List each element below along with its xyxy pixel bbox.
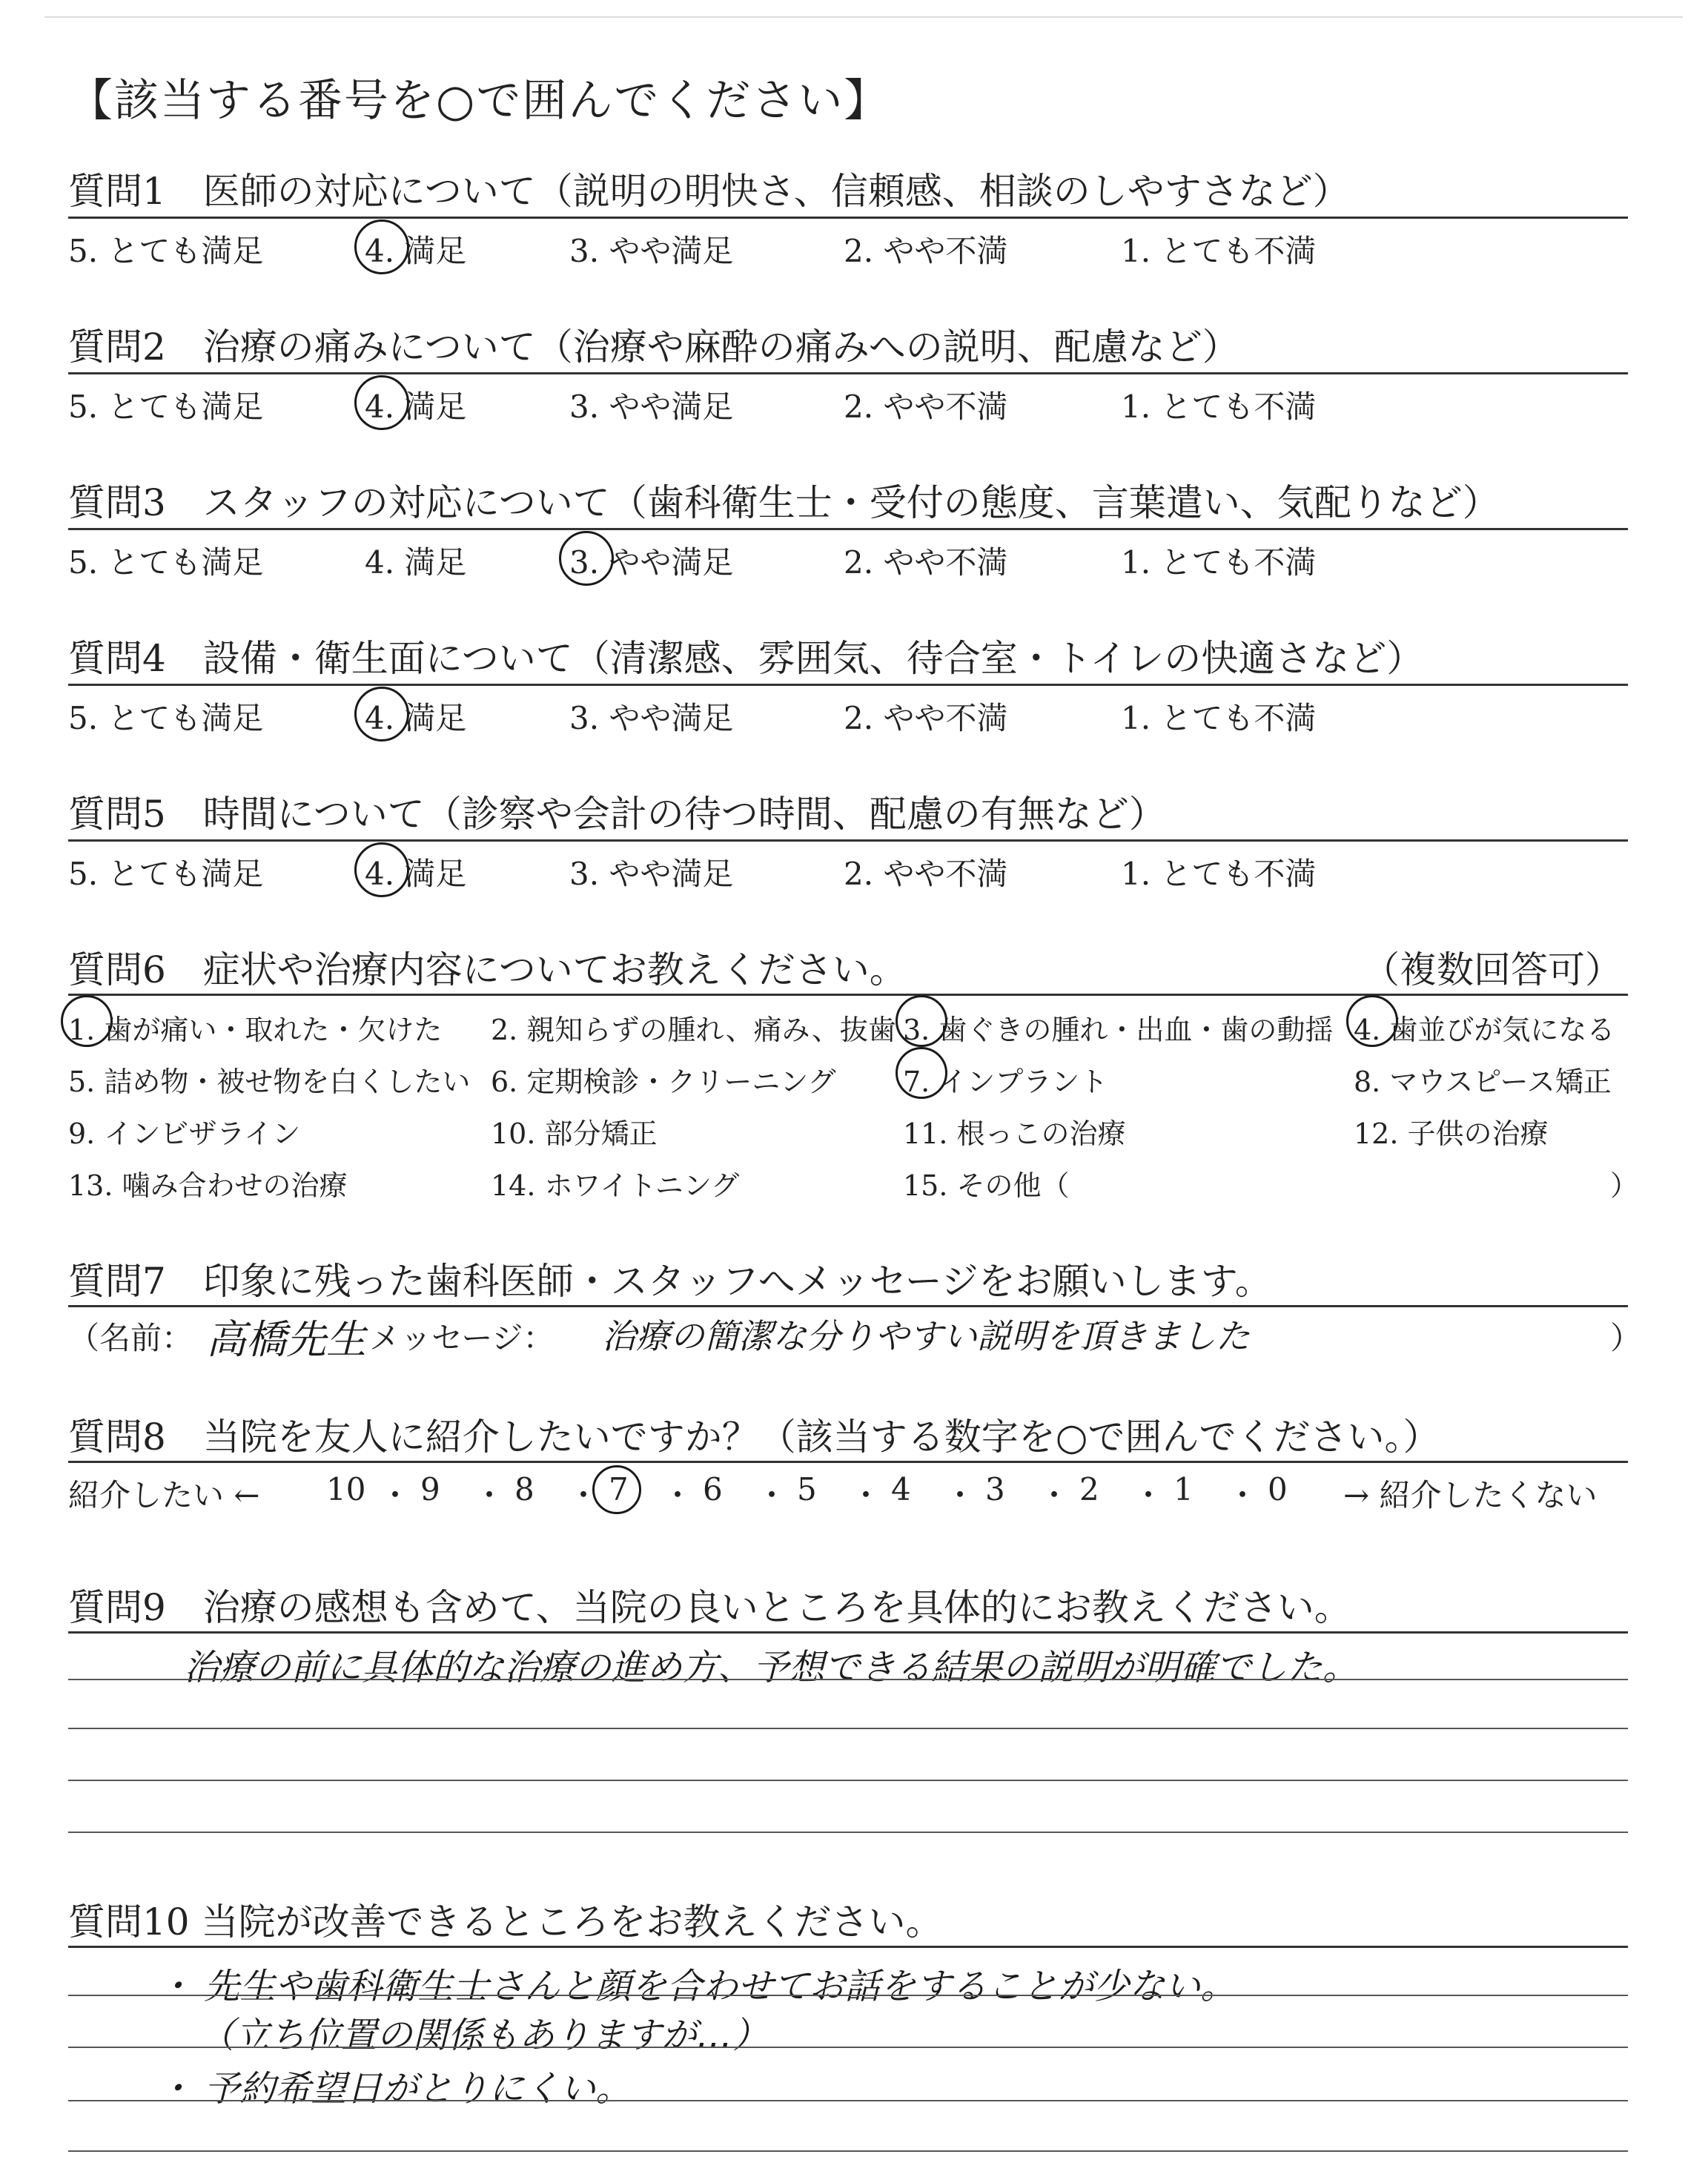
question-2-option-3[interactable]: 3. やや満足 — [569, 389, 734, 425]
question-2-selected-circle — [354, 375, 409, 430]
form-header: 【該当する番号を○で囲んでください】 — [68, 75, 890, 127]
question-6-selected-circle-7 — [896, 1047, 947, 1099]
question-7-rule — [68, 1305, 1628, 1307]
question-8-number-8[interactable]: 8 — [514, 1471, 534, 1507]
question-6-note: （複数回答可） — [1363, 948, 1622, 991]
question-4-option-1[interactable]: 1. とても不満 — [1121, 700, 1317, 736]
question-6-selected-circle-4 — [1346, 995, 1398, 1047]
question-1-option-5[interactable]: 5. とても満足 — [68, 233, 264, 269]
question-3-option-1[interactable]: 1. とても不満 — [1121, 544, 1317, 581]
question-5-option-2[interactable]: 2. やや不満 — [844, 856, 1008, 892]
question-6-option-5[interactable]: 5. 詰め物・被せ物を白くしたい — [68, 1066, 471, 1098]
question-4-option-4[interactable]: 4. 満足 — [365, 700, 467, 736]
question-6-option-3[interactable]: 3. 歯ぐきの腫れ・出血・歯の動揺 — [903, 1014, 1334, 1046]
question-1-option-3[interactable]: 3. やや満足 — [569, 233, 734, 269]
question-3-option-5[interactable]: 5. とても満足 — [68, 544, 264, 581]
question-5-option-1[interactable]: 1. とても不満 — [1121, 856, 1317, 892]
question-6-option-8[interactable]: 8. マウスピース矯正 — [1354, 1066, 1612, 1098]
question-3-selected-circle — [559, 531, 614, 586]
page-top-edge — [44, 16, 1683, 18]
question-6-option-10[interactable]: 10. 部分矯正 — [491, 1117, 658, 1150]
question-8-separator: ・ — [380, 1477, 411, 1513]
question-6-option-2[interactable]: 2. 親知らずの腫れ、痛み、抜歯 — [491, 1014, 896, 1046]
question-10-line-3 — [68, 2100, 1628, 2101]
question-6-option-6[interactable]: 6. 定期検診・クリーニング — [491, 1066, 836, 1098]
question-3-title: 質問3 スタッフの対応について（歯科衛生士・受付の態度、言葉遣い、気配りなど） — [68, 481, 1500, 524]
question-6-option-4[interactable]: 4. 歯並びが気になる — [1354, 1014, 1615, 1046]
question-8-separator: ・ — [1227, 1477, 1259, 1513]
question-10-answer-line-1[interactable]: ・ 先生や歯科衛生士さんと顔を合わせてお話をすることが少ない。 — [157, 1966, 1237, 2007]
question-1-option-4[interactable]: 4. 満足 — [365, 233, 467, 269]
question-3-option-3[interactable]: 3. やや満足 — [569, 544, 734, 581]
question-6-selected-circle-3 — [896, 995, 947, 1047]
question-8-separator: ・ — [756, 1477, 788, 1513]
question-5-rule — [68, 839, 1628, 842]
question-1-title: 質問1 医師の対応について（説明の明快さ、信頼感、相談のしやすさなど） — [68, 170, 1350, 213]
question-7-name-label: （名前： — [68, 1320, 193, 1356]
question-6-option-12[interactable]: 12. 子供の治療 — [1354, 1117, 1549, 1150]
question-4-selected-circle — [354, 687, 409, 742]
question-8-separator: ・ — [850, 1477, 882, 1513]
question-6-option-9[interactable]: 9. インビザライン — [68, 1117, 301, 1150]
question-2-option-5[interactable]: 5. とても満足 — [68, 389, 264, 425]
question-8-number-0[interactable]: 0 — [1268, 1471, 1288, 1507]
question-6-option-13[interactable]: 13. 噛み合わせの治療 — [68, 1169, 348, 1202]
question-4-option-2[interactable]: 2. やや不満 — [844, 700, 1008, 736]
question-2-option-2[interactable]: 2. やや不満 — [844, 389, 1008, 425]
question-7-message-label: メッセージ： — [369, 1320, 555, 1356]
question-8-separator: ・ — [1133, 1477, 1165, 1513]
question-8-number-5[interactable]: 5 — [797, 1471, 817, 1507]
question-8-number-9[interactable]: 9 — [420, 1471, 440, 1507]
question-9-line-4 — [68, 1832, 1628, 1833]
question-10-answer-line-3[interactable]: ・ 予約希望日がとりにくい。 — [157, 2068, 632, 2110]
question-8-right-label: → 紹介したくない — [1343, 1477, 1598, 1513]
question-8-number-7[interactable]: 7 — [609, 1471, 629, 1507]
question-7-name-value[interactable]: 高橋先生 — [206, 1316, 366, 1363]
question-8-number-1[interactable]: 1 — [1174, 1471, 1194, 1507]
question-9-line-3 — [68, 1780, 1628, 1781]
question-9-title: 質問9 治療の感想も含めて、当院の良いところを具体的にお教えください。 — [68, 1586, 1351, 1629]
question-5-option-3[interactable]: 3. やや満足 — [569, 856, 734, 892]
question-8-number-2[interactable]: 2 — [1079, 1471, 1099, 1507]
question-4-option-3[interactable]: 3. やや満足 — [569, 700, 734, 736]
question-4-option-5[interactable]: 5. とても満足 — [68, 700, 264, 736]
question-9-line-1 — [68, 1679, 1628, 1680]
question-9-line-2 — [68, 1728, 1628, 1729]
question-8-number-4[interactable]: 4 — [891, 1471, 911, 1507]
question-1-option-1[interactable]: 1. とても不満 — [1121, 233, 1317, 269]
question-6-option-11[interactable]: 11. 根っこの治療 — [903, 1117, 1126, 1150]
question-2-option-1[interactable]: 1. とても不満 — [1121, 389, 1317, 425]
question-10-answer-line-2[interactable]: （立ち位置の関係もありますが…） — [199, 2015, 769, 2056]
question-5-title: 質問5 時間について（診察や会計の待つ時間、配慮の有無など） — [68, 793, 1166, 836]
question-8-rule — [68, 1461, 1628, 1463]
question-6-option-15[interactable]: 15. その他（ — [903, 1169, 1070, 1202]
question-8-separator: ・ — [662, 1477, 694, 1513]
question-6-option-1[interactable]: 1. 歯が痛い・取れた・欠けた — [68, 1014, 443, 1046]
question-3-option-4[interactable]: 4. 満足 — [365, 544, 467, 581]
question-8-selected-circle — [592, 1465, 641, 1514]
question-8-separator: ・ — [474, 1477, 506, 1513]
question-1-selected-circle — [354, 219, 409, 274]
question-5-option-4[interactable]: 4. 満足 — [365, 856, 467, 892]
question-8-number-10[interactable]: 10 — [326, 1471, 366, 1507]
question-10-line-1 — [68, 1995, 1628, 1996]
question-8-separator: ・ — [568, 1477, 600, 1513]
question-4-title: 質問4 設備・衛生面について（清潔感、雰囲気、待合室・トイレの快適さなど） — [68, 637, 1424, 680]
question-10-line-2 — [68, 2047, 1628, 2048]
question-2-rule — [68, 372, 1628, 374]
question-6-title: 質問6 症状や治療内容についてお教えください。 — [68, 948, 907, 991]
question-9-answer[interactable]: 治療の前に具体的な治療の進め方、予想できる結果の説明が明確でした。 — [184, 1647, 1359, 1688]
question-6-option-7[interactable]: 7. インプラント — [903, 1066, 1108, 1098]
question-7-title: 質問7 印象に残った歯科医師・スタッフへメッセージをお願いします。 — [68, 1260, 1272, 1303]
question-6-rule — [68, 994, 1628, 996]
question-10-title: 質問10 当院が改善できるところをお教えください。 — [68, 1900, 943, 1943]
question-8-title: 質問8 当院を友人に紹介したいですか？（該当する数字を○で囲んでください。） — [68, 1416, 1440, 1459]
question-1-rule — [68, 217, 1628, 219]
question-2-title: 質問2 治療の痛みについて（治療や麻酔の痛みへの説明、配慮など） — [68, 326, 1239, 369]
question-9-rule — [68, 1631, 1628, 1634]
question-4-rule — [68, 684, 1628, 686]
question-7-message-value[interactable]: 治療の簡潔な分りやすい説明を頂きました — [602, 1316, 1250, 1356]
question-5-option-5[interactable]: 5. とても満足 — [68, 856, 264, 892]
question-6-selected-circle-1 — [61, 995, 113, 1047]
question-10-rule — [68, 1946, 1628, 1948]
question-3-option-2[interactable]: 2. やや不満 — [844, 544, 1008, 581]
question-8-separator: ・ — [1039, 1477, 1070, 1513]
question-8-left-label: 紹介したい ← — [68, 1477, 260, 1513]
question-10-line-4 — [68, 2150, 1628, 2152]
question-7-close: ） — [1610, 1320, 1642, 1356]
question-8-number-3[interactable]: 3 — [985, 1471, 1005, 1507]
question-6-option-16[interactable]: ） — [1610, 1169, 1639, 1202]
question-1-option-2[interactable]: 2. やや不満 — [844, 233, 1008, 269]
question-8-separator: ・ — [944, 1477, 976, 1513]
question-8-number-6[interactable]: 6 — [703, 1471, 723, 1507]
question-6-option-14[interactable]: 14. ホワイトニング — [491, 1169, 740, 1202]
question-3-rule — [68, 528, 1628, 530]
question-5-selected-circle — [354, 842, 409, 897]
question-2-option-4[interactable]: 4. 満足 — [365, 389, 467, 425]
